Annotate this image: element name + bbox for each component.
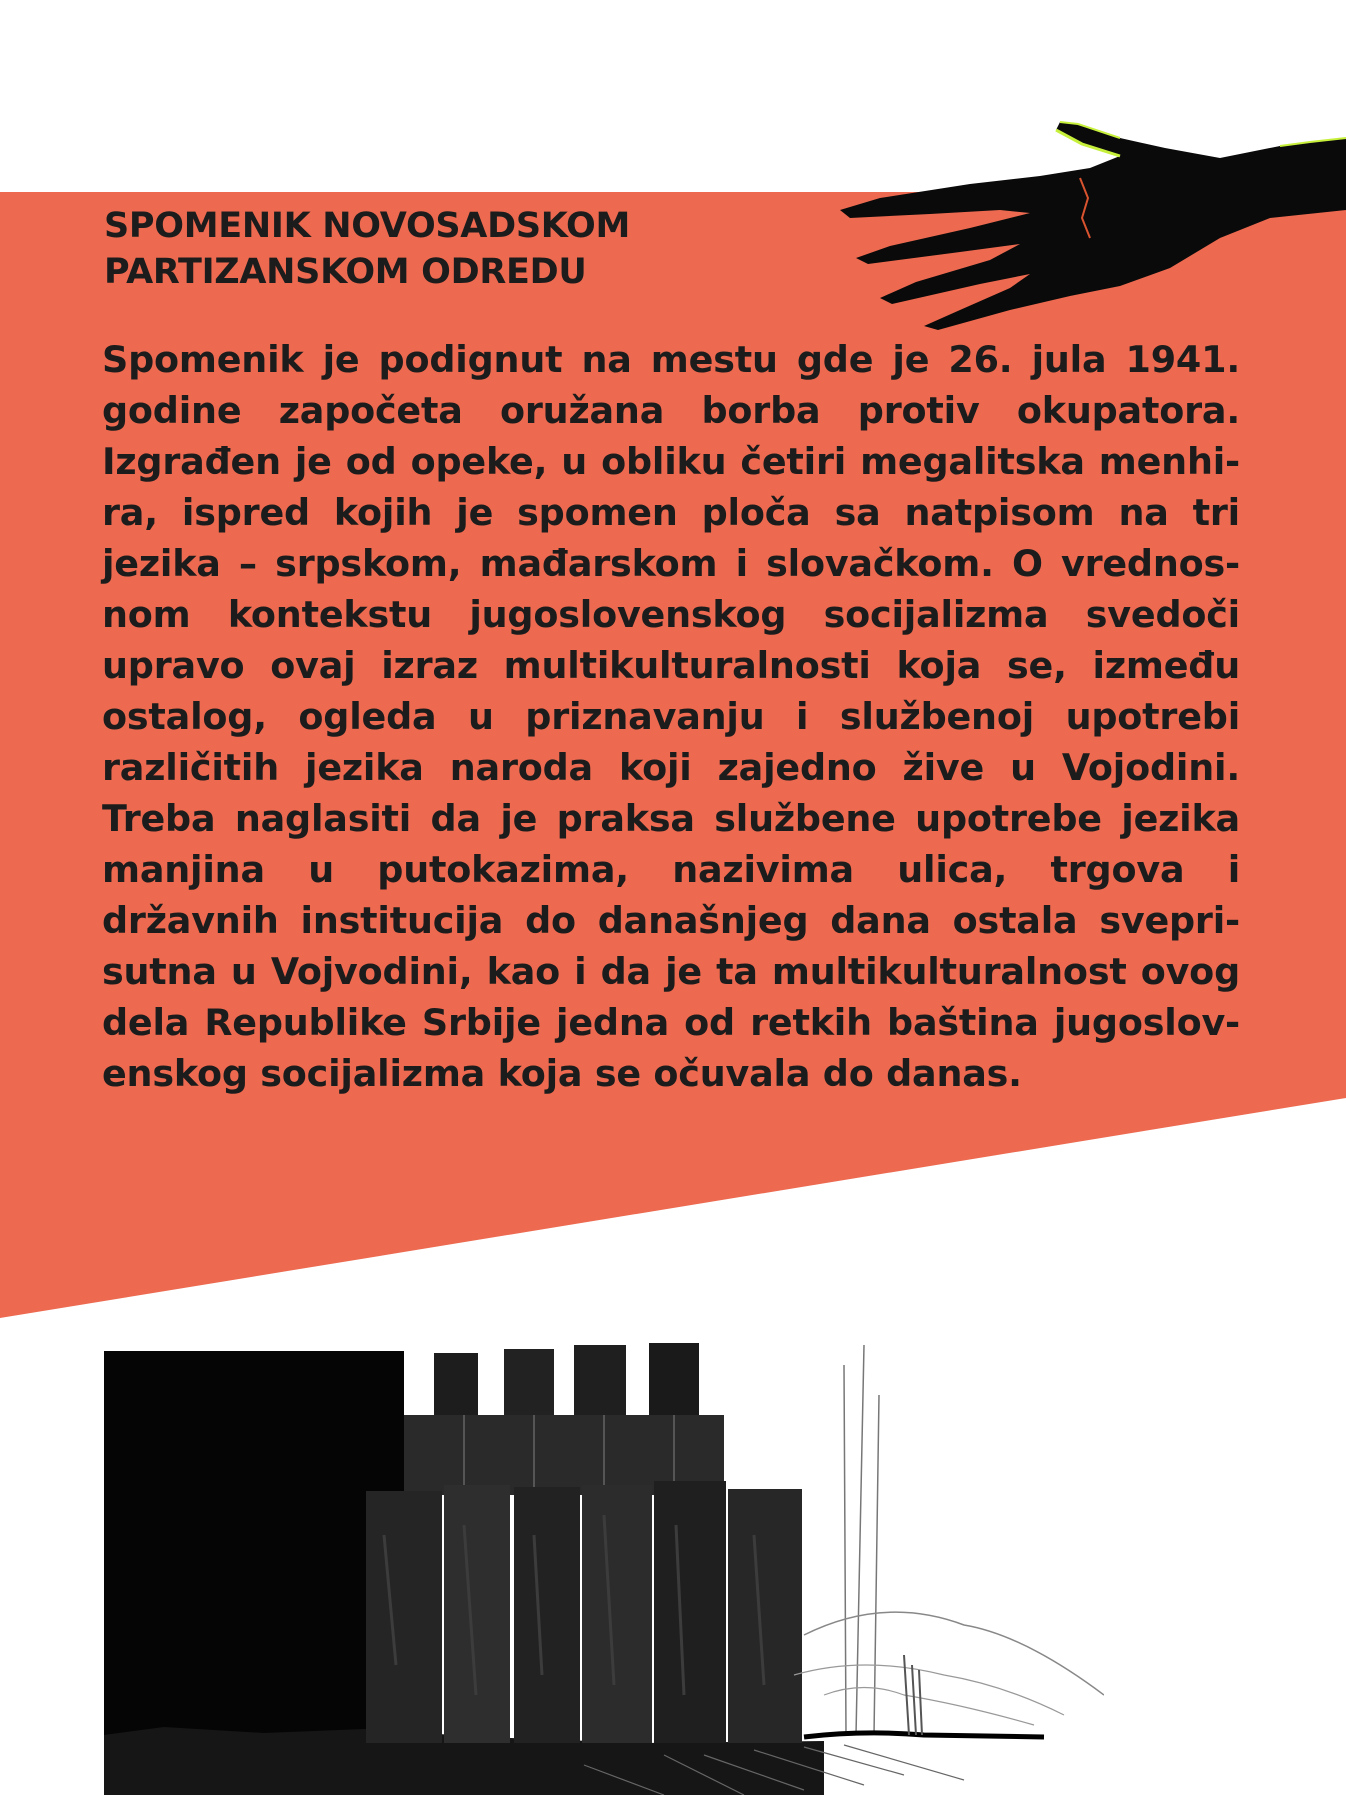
title-line: SPOMENIK NOVOSADSKOM: [104, 206, 630, 246]
body-line: enskog socijalizma koja se očuvala do danas.: [102, 1052, 1022, 1095]
body-line: ostalog, ogleda u priznavanju i službenoj upotrebi: [102, 695, 1240, 738]
body-line: nom kontekstu jugoslovenskog socijalizma svedoči: [102, 593, 1240, 636]
body-line: dela Republike Srbije jedna od retkih baština jugoslov-: [102, 1001, 1240, 1044]
body-line: državnih institucija do današnjeg dana ostala svepri-: [102, 899, 1240, 942]
body-line: sutna u Vojvodini, kao i da je ta multikulturalnost ovog: [102, 950, 1240, 993]
reaching-hand-icon: [820, 118, 1346, 333]
body-line: Treba naglasiti da je praksa službene upotrebe jezika: [102, 797, 1240, 840]
article-body: [102, 334, 1240, 1099]
article-title: [104, 203, 804, 295]
monument-photo-icon: [104, 1335, 1104, 1795]
body-line: godine započeta oružana borba protiv okupatora.: [102, 389, 1240, 432]
body-line: Izgrađen je od opeke, u obliku četiri megalitska menhi-: [102, 440, 1240, 483]
body-line: manjina u putokazima, nazivima ulica, trgova i: [102, 848, 1240, 891]
body-line: upravo ovaj izraz multikulturalnosti koja se, između: [102, 644, 1240, 687]
body-line: Spomenik je podignut na mestu gde je 26. jula 1941.: [102, 338, 1240, 381]
body-line: jezika – srpskom, mađarskom i slovačkom. O vrednos-: [102, 542, 1240, 585]
title-line: PARTIZANSKOM ODREDU: [104, 252, 587, 292]
body-line: različitih jezika naroda koji zajedno žive u Vojodini.: [102, 746, 1240, 789]
body-line: ra, ispred kojih je spomen ploča sa natpisom na tri: [102, 491, 1240, 534]
